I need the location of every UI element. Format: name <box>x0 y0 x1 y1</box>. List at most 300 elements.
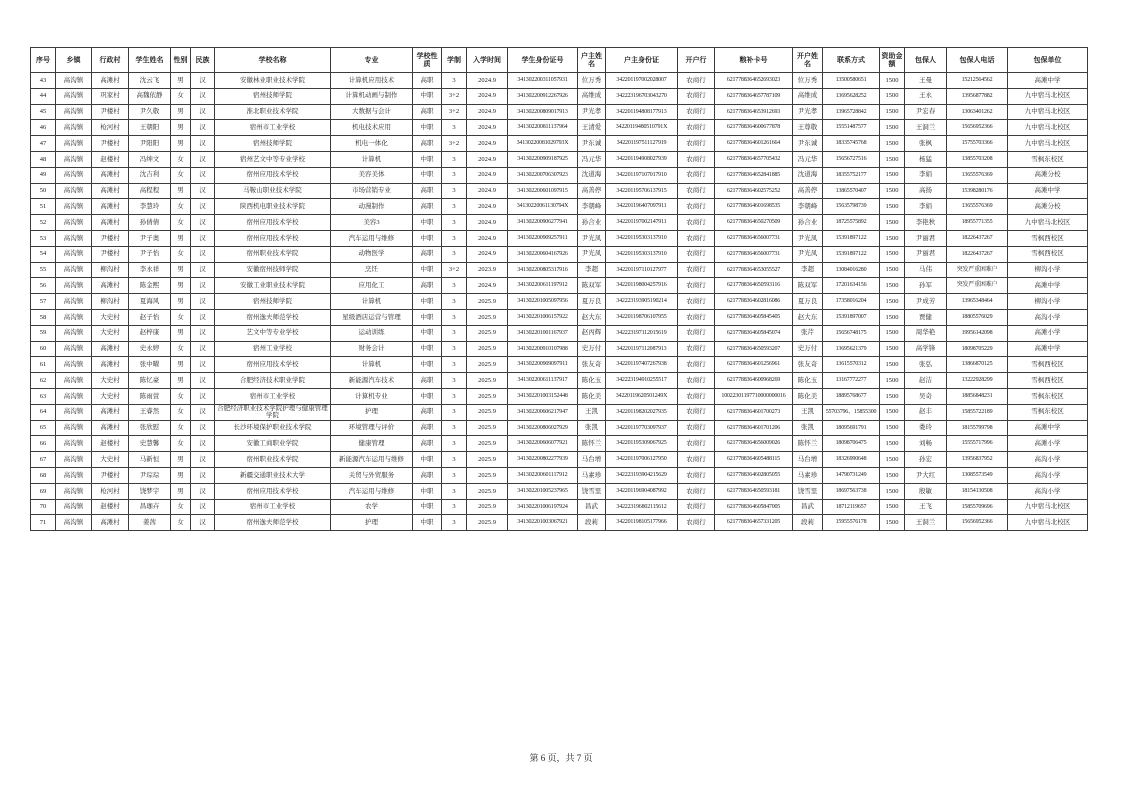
table-row <box>31 483 1088 499</box>
table-row <box>31 357 1088 373</box>
table-cell: 汉 <box>191 436 215 452</box>
table-cell: 18098706475 <box>823 436 880 452</box>
column-header: 户主姓名 <box>578 48 606 73</box>
table-cell: 1500 <box>880 499 905 515</box>
table-cell: 高滩中学 <box>1008 278 1088 294</box>
table-cell: 13965348464 <box>947 294 1008 310</box>
table-cell: 13063401262 <box>947 104 1008 120</box>
table-cell: 尹楼村 <box>92 246 129 262</box>
table-cell: 341302200606077921 <box>508 436 578 452</box>
table-cell: 6217788364653055527 <box>715 262 793 278</box>
table-cell: 高滩中学 <box>1008 73 1088 89</box>
table-cell: 2024.9 <box>467 278 508 294</box>
table-cell: 九中宿马北校区 <box>1008 120 1088 136</box>
table-cell: 安徽工商职业学院 <box>215 436 331 452</box>
table-cell: 高滩村 <box>92 73 129 89</box>
table-cell: 高滩分校 <box>1008 167 1088 183</box>
table-cell: 张中曜 <box>129 357 171 373</box>
table-cell: 汉 <box>191 215 215 231</box>
table-cell: 汉 <box>191 230 215 246</box>
table-cell: 341302200811137964 <box>508 120 578 136</box>
table-cell: 341302200909097911 <box>508 357 578 373</box>
table-cell: 341302200809017913 <box>508 104 578 120</box>
table-row <box>31 262 1088 278</box>
table-row <box>31 88 1088 104</box>
table-cell: 46 <box>31 120 56 136</box>
table-cell: 56 <box>31 278 56 294</box>
table-row <box>31 436 1088 452</box>
table-cell: 计算机 <box>331 294 413 310</box>
table-cell: 6217788364656007731 <box>715 230 793 246</box>
table-cell: 计算机动画与制作 <box>331 88 413 104</box>
table-cell: 15635798739 <box>823 199 880 215</box>
table-cell: 农商行 <box>678 230 715 246</box>
column-header: 序号 <box>31 48 56 73</box>
table-row <box>31 420 1088 436</box>
table-cell: 1500 <box>880 452 905 468</box>
table-cell: 高滩分校 <box>1008 199 1088 215</box>
table-row <box>31 104 1088 120</box>
table-cell: 王清爱 <box>578 120 606 136</box>
table-cell: 李娟 <box>905 199 947 215</box>
table-cell: 6217788364650593181 <box>715 483 793 499</box>
table-cell: 341302200611197912 <box>508 278 578 294</box>
table-cell: 史永婷 <box>129 341 171 357</box>
column-header: 包保人 <box>905 48 947 73</box>
table-cell: 夏万良 <box>578 294 606 310</box>
table-cell: 陈怀兰 <box>578 436 606 452</box>
table-cell: 计算机专业 <box>331 388 413 404</box>
table-cell: 2025.9 <box>467 420 508 436</box>
table-cell: 高善停 <box>793 183 823 199</box>
table-cell: 55703796、15855300 <box>823 404 880 420</box>
table-cell: 62 <box>31 373 56 389</box>
column-header: 开户行 <box>678 48 715 73</box>
table-cell: 陈化美 <box>578 388 606 404</box>
table-cell: 65 <box>31 420 56 436</box>
table-cell: 1500 <box>880 230 905 246</box>
table-cell: 342201194808177913 <box>606 104 678 120</box>
table-cell: 农商行 <box>678 341 715 357</box>
table-cell: 农商行 <box>678 215 715 231</box>
table-cell: 67 <box>31 452 56 468</box>
table-cell: 1500 <box>880 262 905 278</box>
table-cell: 2025.9 <box>467 515 508 531</box>
table-cell: 高职 <box>413 420 442 436</box>
table-cell: 高维成 <box>793 88 823 104</box>
table-cell: 13500580651 <box>823 73 880 89</box>
table-cell: 烹饪 <box>331 262 413 278</box>
table-cell: 18154130508 <box>947 483 1008 499</box>
table-cell: 2024.9 <box>467 183 508 199</box>
table-cell: 6217788364601261664 <box>715 136 793 152</box>
table-cell: 尹宏春 <box>905 104 947 120</box>
column-header: 户主身份证 <box>606 48 678 73</box>
table-cell: 342223194910255517 <box>606 373 678 389</box>
table-cell: 农商行 <box>678 452 715 468</box>
table-cell: 尹子奥 <box>129 230 171 246</box>
table-cell: 341302200909187925 <box>508 151 578 167</box>
table-cell: 马新恒 <box>129 452 171 468</box>
table-cell: 6217788364601701206 <box>715 420 793 436</box>
table-cell: 18856848231 <box>947 388 1008 404</box>
table-cell: 高滩小学 <box>1008 325 1088 341</box>
table-cell: 农商行 <box>678 420 715 436</box>
table-cell: 341302200806027929 <box>508 420 578 436</box>
table-cell: 47 <box>31 136 56 152</box>
table-cell: 汉 <box>191 309 215 325</box>
table-row <box>31 452 1088 468</box>
table-cell: 陈忆豪 <box>129 373 171 389</box>
table-cell: 中职 <box>413 120 442 136</box>
table-cell: 陈化玉 <box>578 373 606 389</box>
table-cell: 马素珍 <box>793 468 823 484</box>
table-cell: 2024.9 <box>467 104 508 120</box>
table-cell: 66 <box>31 436 56 452</box>
table-cell: 341302200802277939 <box>508 452 578 468</box>
table-cell: 45 <box>31 104 56 120</box>
table-cell: 马素珍 <box>578 468 606 484</box>
table-cell: 李慧玲 <box>129 199 171 215</box>
table-cell: 1500 <box>880 104 905 120</box>
table-cell: 13655576369 <box>947 167 1008 183</box>
table-cell: 高滩中学 <box>1008 183 1088 199</box>
table-cell: 王朝阳 <box>129 120 171 136</box>
table-cell: 高滩中学 <box>1008 341 1088 357</box>
table-cell: 汉 <box>191 404 215 420</box>
table-cell: 张枫 <box>905 136 947 152</box>
table-cell: 3 <box>442 420 467 436</box>
table-cell: 2025.9 <box>467 309 508 325</box>
table-cell: 女 <box>171 88 191 104</box>
column-header: 资助金额 <box>880 48 905 73</box>
table-cell: 6217788364652693023 <box>715 73 793 89</box>
table-cell: 尹琮琮 <box>129 468 171 484</box>
table-cell: 星级酒店运营与管理 <box>331 309 413 325</box>
table-cell: 高滩村 <box>92 199 129 215</box>
table-cell: 13956877882 <box>947 88 1008 104</box>
table-cell: 高沟镇 <box>56 294 92 310</box>
table-cell: 雪枫西校区 <box>1008 246 1088 262</box>
table-cell: 殷敏 <box>905 483 947 499</box>
table-cell: 宿州艺文中等专业学校 <box>215 151 331 167</box>
table-cell: 3 <box>442 483 467 499</box>
table-cell: 中职 <box>413 388 442 404</box>
table-cell: 农商行 <box>678 483 715 499</box>
table-cell: 尹光凤 <box>793 246 823 262</box>
table-cell: 位万秀 <box>793 73 823 89</box>
table-cell: 2024.9 <box>467 120 508 136</box>
table-cell: 高魏依静 <box>129 88 171 104</box>
table-cell: 动漫制作 <box>331 199 413 215</box>
table-cell: 18098705229 <box>947 341 1008 357</box>
table-cell: 男 <box>171 294 191 310</box>
table-cell: 3 <box>442 436 467 452</box>
table-cell: 341302200909257911 <box>508 230 578 246</box>
table-cell: 2025.9 <box>467 483 508 499</box>
table-cell: 1500 <box>880 341 905 357</box>
table-cell: 342201196904087992 <box>606 483 678 499</box>
table-cell: 宿州应用技术学校 <box>215 215 331 231</box>
table-cell: 王永 <box>905 88 947 104</box>
table-cell: 尹光孝 <box>578 104 606 120</box>
table-cell: 70 <box>31 499 56 515</box>
table-row <box>31 151 1088 167</box>
table-cell: 农商行 <box>678 73 715 89</box>
table-cell: 17201634156 <box>823 278 880 294</box>
column-header: 乡镇 <box>56 48 92 73</box>
table-cell: 九中宿马北校区 <box>1008 215 1088 231</box>
table-cell: 赵大东 <box>578 309 606 325</box>
table-cell: 342201197002028007 <box>606 73 678 89</box>
table-cell: 高滩村 <box>92 515 129 531</box>
table-body <box>31 73 1088 531</box>
table-cell: 女 <box>171 309 191 325</box>
table-cell: 枪河村 <box>92 483 129 499</box>
student-subsidy-table <box>30 47 1088 531</box>
table-cell: 高沟镇 <box>56 357 92 373</box>
table-cell: 中职 <box>413 341 442 357</box>
table-cell: 58 <box>31 309 56 325</box>
table-cell: 高滩村 <box>92 420 129 436</box>
table-cell: 运动训练 <box>331 325 413 341</box>
table-cell: 中职 <box>413 151 442 167</box>
table-cell: 342201198105177966 <box>606 515 678 531</box>
table-cell: 沈吉利 <box>129 167 171 183</box>
table-cell: 大史村 <box>92 309 129 325</box>
table-cell: 女 <box>171 199 191 215</box>
table-cell: 15551487577 <box>823 120 880 136</box>
table-cell: 汉 <box>191 136 215 152</box>
table-cell: 高沟小学 <box>1008 483 1088 499</box>
table-cell: 宿州技师学院 <box>215 136 331 152</box>
table-cell: 49 <box>31 167 56 183</box>
table-cell: 高滩村 <box>92 215 129 231</box>
table-cell: 陈雨萱 <box>129 388 171 404</box>
table-cell: 341302200601117912 <box>508 468 578 484</box>
table-cell: 3 <box>442 309 467 325</box>
table-cell: 娄玲 <box>905 420 947 436</box>
table-cell: 动物医学 <box>331 246 413 262</box>
table-cell: 342201197107017910 <box>606 167 678 183</box>
table-cell: 计算机 <box>331 151 413 167</box>
table-cell: 高沟镇 <box>56 73 92 89</box>
table-cell: 高沟镇 <box>56 136 92 152</box>
table-row <box>31 136 1088 152</box>
table-cell: 沈道海 <box>793 167 823 183</box>
table-cell: 19956142098 <box>947 325 1008 341</box>
table-cell: 342201195309067925 <box>606 436 678 452</box>
table-cell: 53 <box>31 230 56 246</box>
table-cell: 农商行 <box>678 278 715 294</box>
table-cell: 18955771355 <box>947 215 1008 231</box>
table-cell: 2025.9 <box>467 452 508 468</box>
table-cell: 女 <box>171 215 191 231</box>
table-cell: 3 <box>442 341 467 357</box>
table-cell: 女 <box>171 420 191 436</box>
table-cell: 男 <box>171 468 191 484</box>
table-cell: 农商行 <box>678 88 715 104</box>
table-cell: 高职 <box>413 468 442 484</box>
table-cell: 18725575892 <box>823 215 880 231</box>
table-cell: 13085573549 <box>947 468 1008 484</box>
table-cell: 尹成芳 <box>905 294 947 310</box>
table-cell: 高沟镇 <box>56 309 92 325</box>
table-cell: 高沟镇 <box>56 515 92 531</box>
table-cell: 6217788364602575252 <box>715 183 793 199</box>
table-cell: 尹光孝 <box>793 104 823 120</box>
table-row <box>31 167 1088 183</box>
table-cell: 2025.9 <box>467 499 508 515</box>
table-cell: 大史村 <box>92 325 129 341</box>
table-cell: 342201198004257916 <box>606 278 678 294</box>
table-cell: 15398280176 <box>947 183 1008 199</box>
table-cell: 34130220061130794X <box>508 199 578 215</box>
table-cell: 3 <box>442 515 467 531</box>
table-cell: 赵丰 <box>905 404 947 420</box>
table-cell: 50 <box>31 183 56 199</box>
table-cell: 汉 <box>191 420 215 436</box>
table-cell: 陕西机电职业技术学院 <box>215 199 331 215</box>
table-cell: 高滩中学 <box>1008 420 1088 436</box>
table-cell: 6217788364601698535 <box>715 199 793 215</box>
table-cell: 刘畅 <box>905 436 947 452</box>
table-cell: 农商行 <box>678 167 715 183</box>
table-cell: 农商行 <box>678 104 715 120</box>
table-cell: 高沟镇 <box>56 151 92 167</box>
table-cell: 汉 <box>191 73 215 89</box>
table-cell: 汉 <box>191 515 215 531</box>
table-cell: 汉 <box>191 278 215 294</box>
table-cell: 1500 <box>880 120 905 136</box>
table-cell: 农商行 <box>678 468 715 484</box>
table-cell: 汉 <box>191 341 215 357</box>
table-cell: 高职 <box>413 436 442 452</box>
table-cell: 高沟镇 <box>56 468 92 484</box>
table-cell: 女 <box>171 515 191 531</box>
table-cell: 雪枫东校区 <box>1008 151 1088 167</box>
table-cell: 枪河村 <box>92 120 129 136</box>
table-cell: 6217788364601700273 <box>715 404 793 420</box>
table-cell: 341302200805317916 <box>508 262 578 278</box>
table-cell: 孙军 <box>905 278 947 294</box>
table-cell: 高滩村 <box>92 183 129 199</box>
table-cell: 男 <box>171 73 191 89</box>
table-cell: 新疆交通职业技术大学 <box>215 468 331 484</box>
table-cell: 计算机应用技术 <box>331 73 413 89</box>
table-cell: 张欣慰 <box>129 420 171 436</box>
table-cell: 宿州逸夫师范学校 <box>215 309 331 325</box>
table-cell: 18355752177 <box>823 167 880 183</box>
table-cell: 13167772277 <box>823 373 880 389</box>
table-cell: 15656727516 <box>823 151 880 167</box>
table-cell: 尹阳阳 <box>129 136 171 152</box>
table-cell: 中职 <box>413 515 442 531</box>
table-cell: 高沟小学 <box>1008 309 1088 325</box>
table-cell: 赵楼村 <box>92 499 129 515</box>
table-cell: 赵子怡 <box>129 309 171 325</box>
table-cell: 农商行 <box>678 183 715 199</box>
table-cell: 1500 <box>880 325 905 341</box>
table-cell: 341302201003152448 <box>508 388 578 404</box>
table-cell: 男 <box>171 278 191 294</box>
table-cell: 农商行 <box>678 246 715 262</box>
table-cell: 15656952366 <box>947 120 1008 136</box>
table-cell: 安徽宿州技师学院 <box>215 262 331 278</box>
table-row <box>31 278 1088 294</box>
table-cell: 1500 <box>880 483 905 499</box>
table-cell: 环境管理与评价 <box>331 420 413 436</box>
table-cell: 陈双军 <box>578 278 606 294</box>
table-cell: 宿州市工业学校 <box>215 388 331 404</box>
table-cell: 342201197006127950 <box>606 452 678 468</box>
table-cell: 55 <box>31 262 56 278</box>
table-cell: 15855722189 <box>947 404 1008 420</box>
table-cell: 1500 <box>880 388 905 404</box>
table-cell: 农商行 <box>678 120 715 136</box>
table-cell: 341302200706307923 <box>508 167 578 183</box>
table-cell: 15656952366 <box>947 515 1008 531</box>
table-cell: 李艳秋 <box>905 215 947 231</box>
table-cell: 2024.9 <box>467 136 508 152</box>
table-cell: 高沟小学 <box>1008 452 1088 468</box>
table-cell: 1500 <box>880 136 905 152</box>
table-cell: 陈化玉 <box>793 373 823 389</box>
table-cell: 尹丽君 <box>905 230 947 246</box>
table-cell: 342201197407267938 <box>606 357 678 373</box>
table-cell: 新能源汽车运用与维修 <box>331 452 413 468</box>
table-cell: 农商行 <box>678 404 715 420</box>
column-header: 学生姓名 <box>129 48 171 73</box>
table-cell: 夏万良 <box>793 294 823 310</box>
table-cell: 342223196703043270 <box>606 88 678 104</box>
table-cell: 宿州应用技术学校 <box>215 230 331 246</box>
table-row <box>31 309 1088 325</box>
table-cell: 九中宿马北校区 <box>1008 499 1088 515</box>
table-cell: 宿州市工业学校 <box>215 499 331 515</box>
table-cell: 6217788364600968269 <box>715 373 793 389</box>
table-cell: 宿州职业技术学院 <box>215 246 331 262</box>
table-cell: 男 <box>171 452 191 468</box>
table-cell: 陈金熙 <box>129 278 171 294</box>
table-row <box>31 183 1088 199</box>
table-cell: 1500 <box>880 373 905 389</box>
table-cell: 王洞兰 <box>905 515 947 531</box>
table-cell: 男 <box>171 483 191 499</box>
table-cell: 宿州工业学校 <box>215 341 331 357</box>
table-cell: 柳沟村 <box>92 294 129 310</box>
table-cell: 尹光凤 <box>578 246 606 262</box>
table-cell: 汉 <box>191 262 215 278</box>
table-cell: 昌武 <box>578 499 606 515</box>
table-cell: 54 <box>31 246 56 262</box>
table-cell: 尹楼村 <box>92 468 129 484</box>
table-cell: 淮北职业技术学院 <box>215 104 331 120</box>
table-cell: 1500 <box>880 183 905 199</box>
table-cell: 342223197112015619 <box>606 325 678 341</box>
table-cell: 赵大东 <box>793 309 823 325</box>
table-cell: 2025.9 <box>467 341 508 357</box>
table-cell: 13222928299 <box>947 373 1008 389</box>
table-cell: 15391897122 <box>823 246 880 262</box>
table-cell: 马台增 <box>578 452 606 468</box>
table-cell: 马台增 <box>793 452 823 468</box>
table-cell: 6217788364650593207 <box>715 341 793 357</box>
column-header: 民族 <box>191 48 215 73</box>
table-cell: 3 <box>442 215 467 231</box>
table-cell: 赵梓康 <box>129 325 171 341</box>
table-cell: 2024.9 <box>467 215 508 231</box>
